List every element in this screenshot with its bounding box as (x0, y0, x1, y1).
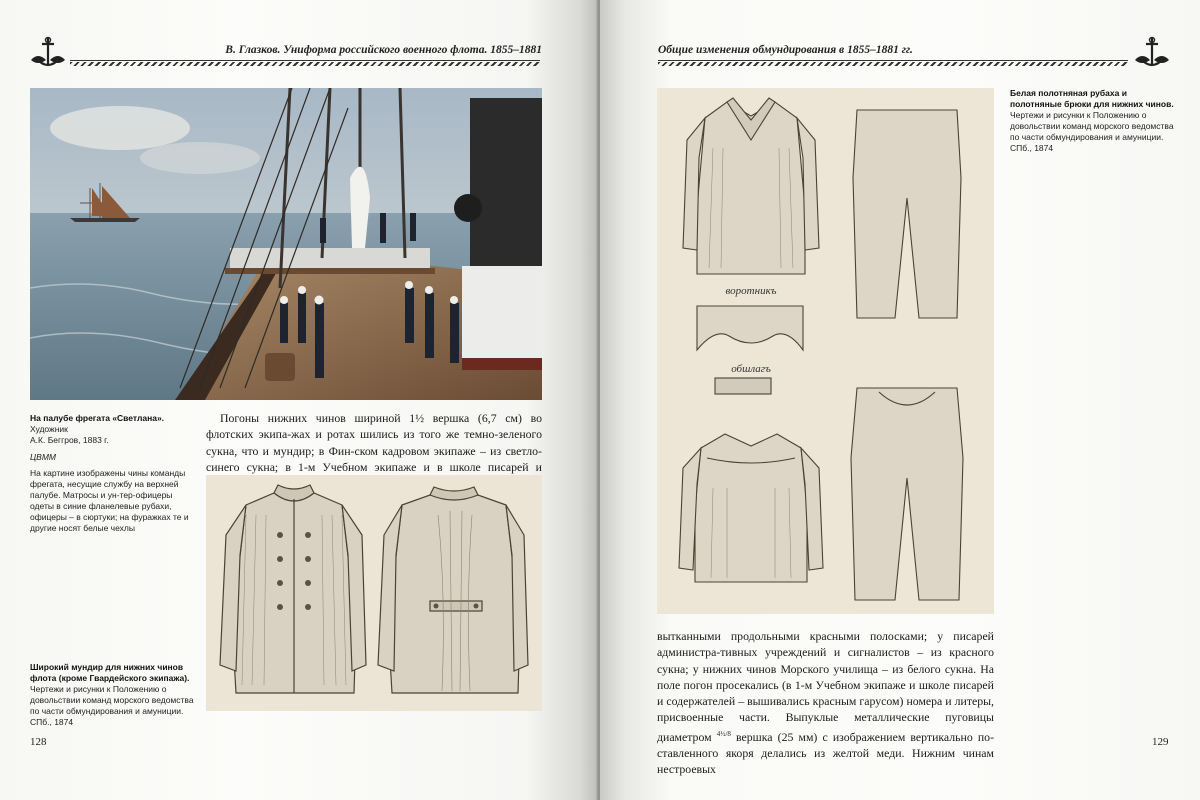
collar-label: воротникъ (725, 285, 777, 297)
running-header: Общие изменения обмундирования в 1855–1881 гг. (658, 44, 913, 56)
painting-caption-description: На картине изображены чины команды фрегата, несущие службу на верхней палубе. Матросы и ун-тер-офицеры одеты в синие фланелевые рубахи, офицеры – в сюртуки; на фуражках те и другие носят белые чехлы (30, 468, 189, 533)
painting-caption-author: А.К. Беггров, 1883 г. (30, 435, 109, 445)
right-body-text-2: вершка (25 мм) с изображением вертикально по-ставленного якоря делались из желтой меди. Нижним чинам нестроевых (657, 729, 995, 777)
left-body-paragraph: Погоны нижних чинов шириной 1½ вершка (6,7 см) во флотских экипа-жах и ротах шились из того же темно-зеленого сукна, что и мундир; в Фин-ском кадровом экипаже – из светло-синего сукна; в 1-м Учебном экипаже и в школе писарей и (206, 411, 542, 474)
anchor-emblem-icon (28, 36, 68, 72)
uniform-caption-title: Широкий мундир для нижних чинов флота (кроме Гвардейского экипажа). (30, 662, 190, 683)
painting-caption (30, 413, 190, 534)
painting-caption-title: На палубе фрегата «Светлана». (30, 413, 165, 423)
header-rope-ornament (658, 62, 1128, 66)
uniform-drawing (206, 475, 542, 711)
running-header: В. Глазков. Униформа российского военного флота. 1855–1881 (225, 44, 542, 56)
header-rope-ornament (70, 62, 540, 66)
uniform-caption-text: Чертежи и рисунки к Положению о довольствии команд морского ведомства по части обмундирования и амуниции. СПб., 1874 (30, 684, 194, 727)
shirt-trousers-drawing (657, 88, 994, 614)
painting-caption-source: ЦВММ (30, 452, 57, 462)
header-rule (70, 60, 540, 61)
header-rule (658, 60, 1128, 61)
shirt-trousers-caption (1010, 88, 1180, 154)
facing-label: обшлагъ (731, 363, 771, 375)
page-number: 128 (30, 736, 47, 748)
painting-caption-suffix: Художник (30, 424, 68, 434)
anchor-emblem-icon (1132, 36, 1172, 72)
right-body-text (657, 628, 994, 778)
button-diameter-fraction: 4½/8 (716, 729, 731, 738)
uniform-caption (30, 662, 196, 728)
right-body-paragraph (657, 628, 994, 778)
right-body-text-1: вытканными продольными красными полосками; у писарей администра-тивных учреждений и сигналистов – из красного сукна; у нижних чинов Морского училища – из белого сукна. На поле погон просекались (в 1-м Учебном экипаже и школе писарей и содержателей – вышивались красным гарусом) номера и литеры, присвоенные части. Выпуклые металлические пуговицы диаметром (657, 629, 994, 744)
right-page (600, 0, 1200, 800)
left-page (0, 0, 598, 800)
shirt-trousers-caption-title: Белая полотняная рубаха и полотняные брюки для нижних чинов. (1010, 88, 1174, 109)
painting-frigate-deck (30, 88, 542, 400)
page-number: 129 (1152, 736, 1169, 748)
shirt-trousers-caption-text: Чертежи и рисунки к Положению о довольствии команд морского ведомства по части обмундирования и амуниции. СПб., 1874 (1010, 110, 1174, 153)
